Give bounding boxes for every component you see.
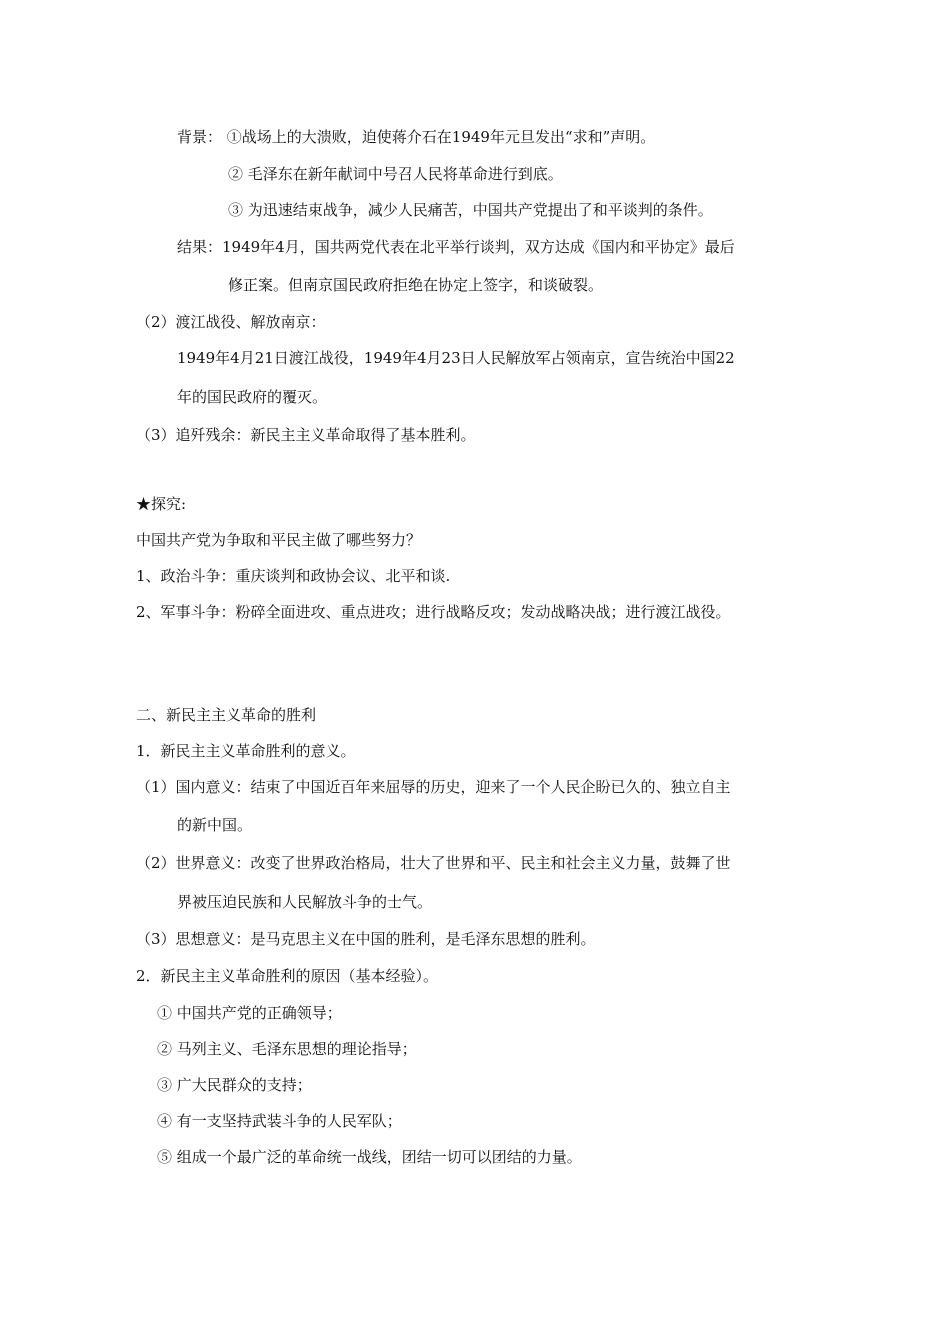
reason-1: ① 中国共产党的正确领导； <box>157 1004 342 1022</box>
world-significance-line-2: 界被压迫民族和人民解放斗争的士气。 <box>177 893 433 911</box>
significance-heading: 1．新民主主义革命胜利的意义。 <box>136 742 356 760</box>
reasons-heading: 2．新民主主义革命胜利的原因（基本经验）。 <box>136 967 439 985</box>
reason-5: ⑤ 组成一个最广泛的革命统一战线，团结一切可以团结的力量。 <box>157 1148 582 1166</box>
result-line-2: 修正案。但南京国民政府拒绝在协定上签字，和谈破裂。 <box>228 276 604 294</box>
result-line-1: 结果：1949年4月，国共两党代表在北平举行谈判，双方达成《国内和平协定》最后 <box>177 238 735 256</box>
explore-answer-1: 1、政治斗争：重庆谈判和政协会议、北平和谈. <box>136 567 451 585</box>
section-heading-victory: 二、新民主主义革命的胜利 <box>136 706 317 724</box>
background-point-2: ② 毛泽东在新年献词中号召人民将革命进行到底。 <box>228 165 563 183</box>
domestic-significance-line-1: （1）国内意义：结束了中国近百年来屈辱的历史，迎来了一个人民企盼已久的、独立自主 <box>136 778 731 796</box>
crossing-river-line-2: 年的国民政府的覆灭。 <box>177 388 328 406</box>
world-significance-line-1: （2）世界意义：改变了世界政治格局，壮大了世界和平、民主和社会主义力量，鼓舞了世 <box>136 854 731 872</box>
background-point-1: 背景： ①战场上的大溃败，迫使蒋介石在1949年元旦发出“求和”声明。 <box>177 128 656 146</box>
background-point-3: ③ 为迅速结束战争，减少人民痛苦，中国共产党提出了和平谈判的条件。 <box>228 201 713 219</box>
reason-2: ② 马列主义、毛泽东思想的理论指导； <box>157 1040 417 1058</box>
heading-crossing-river: （2）渡江战役、解放南京： <box>136 313 326 331</box>
domestic-significance-line-2: 的新中国。 <box>177 816 253 834</box>
reason-4: ④ 有一支坚持武装斗争的人民军队； <box>157 1112 402 1130</box>
crossing-river-line-1: 1949年4月21日渡江战役，1949年4月23日人民解放军占领南京，宣告统治中国22 <box>177 349 735 367</box>
heading-pursuit: （3）追歼残余：新民主主义革命取得了基本胜利。 <box>136 426 476 444</box>
explore-answer-2: 2、军事斗争：粉碎全面进攻、重点进攻；进行战略反攻；发动战略决战；进行渡江战役。 <box>136 603 731 621</box>
explore-heading: ★探究: <box>136 495 187 513</box>
ideological-significance: （3）思想意义：是马克思主义在中国的胜利，是毛泽东思想的胜利。 <box>136 930 596 948</box>
reason-3: ③ 广大民群众的支持； <box>157 1076 312 1094</box>
explore-question: 中国共产党为争取和平民主做了哪些努力？ <box>136 531 422 549</box>
